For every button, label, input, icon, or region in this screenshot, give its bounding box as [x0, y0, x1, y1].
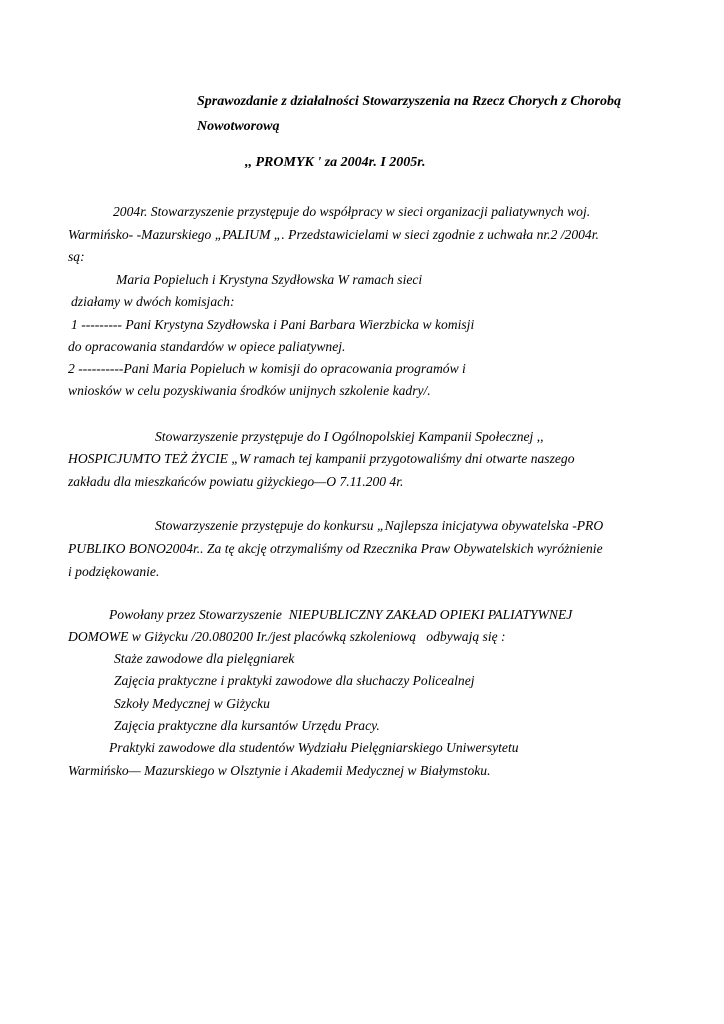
paragraph-line: do opracowania standardów w opiece paliatywnej. — [68, 339, 346, 354]
paragraph-line: 2004r. Stowarzyszenie przystępuje do współpracy w sieci organizacji paliatywnych woj. — [113, 204, 591, 219]
paragraph-line: DOMOWE w Giżycku /20.080200 Ir./jest placówką szkoleniową odbywają się : — [68, 629, 506, 644]
paragraph-line: HOSPICJUMTO TEŻ ŻYCIE „W ramach tej kampanii przygotowaliśmy dni otwarte naszego — [68, 451, 575, 466]
paragraph-line: Stowarzyszenie przystępuje do konkursu „Najlepsza inicjatywa obywatelska -PRO — [155, 518, 604, 533]
paragraph-line: PUBLIKO BONO2004r.. Za tę akcję otrzymaliśmy od Rzecznika Praw Obywatelskich wyróżnienie — [68, 541, 603, 556]
paragraph-line: Powołany przez Stowarzyszenie NIEPUBLICZNY ZAKŁAD OPIEKI PALIATYWNEJ — [109, 607, 573, 622]
document-title-continued: Nowotworową — [197, 119, 280, 134]
list-item: Zajęcia praktyczne dla kursantów Urzędu Pracy. — [114, 718, 380, 733]
list-item: Praktyki zawodowe dla studentów Wydziału Pielęgniarskiego Uniwersytetu — [109, 740, 519, 755]
list-item: Staże zawodowe dla pielęgniarek — [114, 651, 295, 666]
list-item: Szkoły Medycznej w Giżycku — [114, 696, 270, 711]
paragraph-line: 1 --------- Pani Krystyna Szydłowska i Pani Barbara Wierzbicka w komisji — [71, 317, 475, 332]
list-item: Zajęcia praktyczne i praktyki zawodowe dla słuchaczy Policealnej — [114, 673, 475, 688]
paragraph-line: i podziękowanie. — [68, 564, 160, 579]
document-subtitle: ,, PROMYK ' za 2004r. I 2005r. — [245, 155, 426, 170]
paragraph-line: Maria Popieluch i Krystyna Szydłowska W ramach sieci — [116, 272, 423, 287]
paragraph-line: Warmińsko— Mazurskiego w Olsztynie i Akademii Medycznej w Białymstoku. — [68, 763, 491, 778]
paragraph-line: Stowarzyszenie przystępuje do I Ogólnopolskiej Kampanii Społecznej ,, — [155, 429, 544, 444]
paragraph-line: Warmińsko- -Mazurskiego „PALIUM „. Przedstawicielami w sieci zgodnie z uchwała nr.2 /2004r. — [68, 227, 599, 242]
paragraph-line: 2 ----------Pani Maria Popieluch w komisji do opracowania programów i — [68, 361, 466, 376]
paragraph-line: działamy w dwóch komisjach: — [71, 294, 235, 309]
paragraph-line: zakładu dla mieszkańców powiatu giżyckiego—O 7.11.200 4r. — [68, 474, 404, 489]
paragraph-line: wniosków w celu pozyskiwania środków unijnych szkolenie kadry/. — [68, 383, 431, 398]
paragraph-line: są: — [68, 249, 85, 264]
document-title: Sprawozdanie z działalności Stowarzyszenia na Rzecz Chorych z Chorobą — [197, 94, 621, 109]
